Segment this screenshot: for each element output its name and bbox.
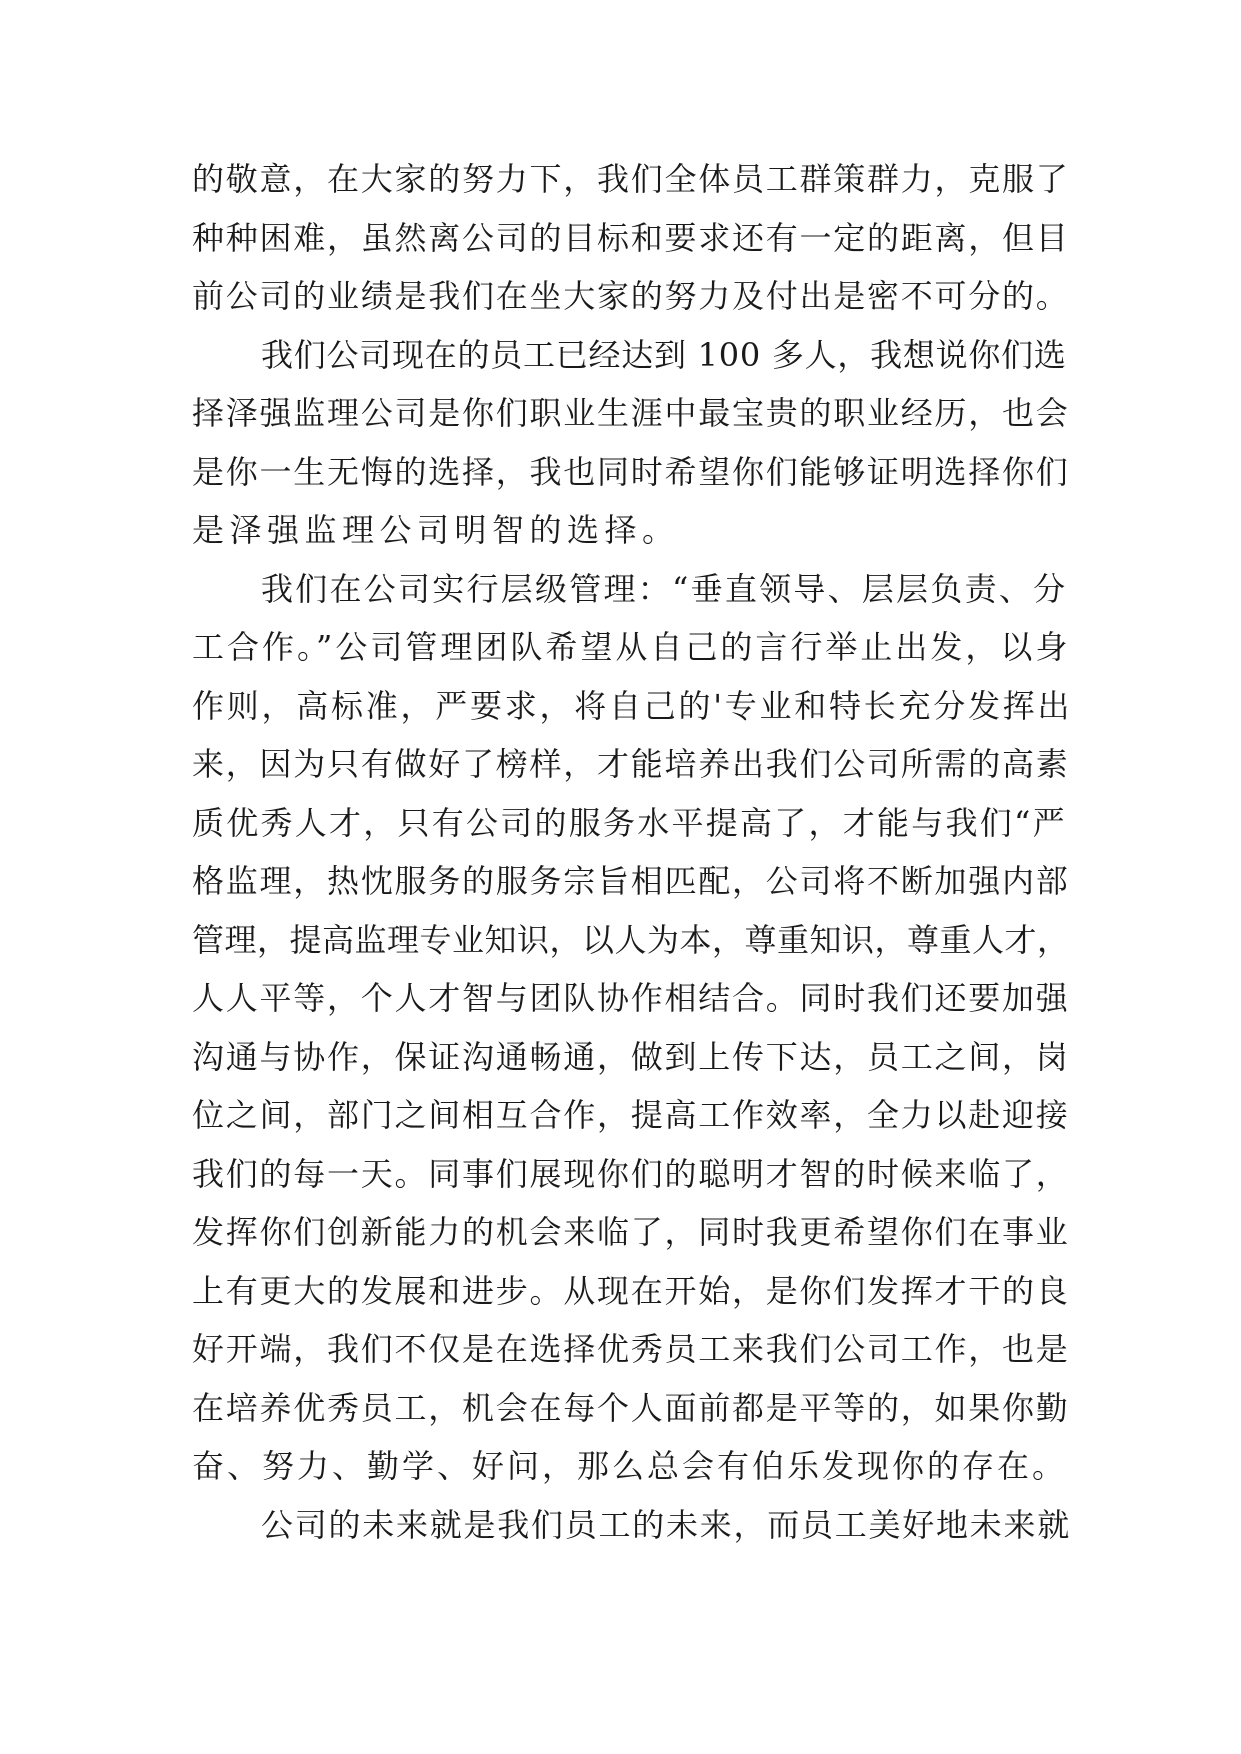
text-line: 我们的每一天。同事们展现你们的聪明才智的时候来临了， (192, 1154, 1070, 1193)
text-line: 种种困难，虽然离公司的目标和要求还有一定的距离，但目 (192, 218, 1070, 257)
text-line: 作则，高标准，严要求，将自己的'专业和特长充分发挥出 (192, 686, 1073, 725)
text-line: 管理，提高监理专业知识，以人为本，尊重知识，尊重人才， (192, 920, 1070, 959)
text-line: 我们公司现在的员工已经达到 100 多人，我想说你们选 (261, 335, 1067, 374)
text-line: 上有更大的发展和进步。从现在开始，是你们发挥才干的良 (192, 1271, 1070, 1310)
text-line: 是你一生无悔的选择，我也同时希望你们能够证明选择你们 (192, 452, 1070, 491)
text-line: 在培养优秀员工，机会在每个人面前都是平等的，如果你勤 (192, 1388, 1070, 1427)
document-body (192, 150, 1072, 1554)
text-line: 好开端，我们不仅是在选择优秀员工来我们公司工作，也是 (192, 1330, 1070, 1368)
text-line: 奋、努力、勤学、好问，那么总会有伯乐发现你的存在。 (192, 1447, 1068, 1485)
text-line: 的敬意，在大家的努力下，我们全体员工群策群力，克服了 (192, 160, 1070, 198)
text-line: 择泽强监理公司是你们职业生涯中最宝贵的职业经历，也会 (192, 394, 1070, 432)
text-line: 是泽强监理公司明智的选择。 (192, 511, 680, 549)
text-line: 位之间，部门之间相互合作，提高工作效率，全力以赴迎接 (192, 1096, 1070, 1134)
text-line: 前公司的业绩是我们在坐大家的努力及付出是密不可分的。 (192, 277, 1070, 315)
text-line: 工合作。”公司管理团队希望从自己的言行举止出发，以身 (192, 628, 1071, 666)
text-line: 质优秀人才，只有公司的服务水平提高了，才能与我们“严 (192, 803, 1067, 842)
text-line: 发挥你们创新能力的机会来临了，同时我更希望你们在事业 (192, 1213, 1070, 1251)
text-line: 格监理，热忱服务的服务宗旨相匹配，公司将不断加强内部 (192, 862, 1070, 900)
text-line: 沟通与协作，保证沟通畅通，做到上传下达，员工之间，岗 (192, 1037, 1070, 1076)
text-line: 人人平等，个人才智与团队协作相结合。同时我们还要加强 (192, 979, 1070, 1017)
text-line: 来，因为只有做好了榜样，才能培养出我们公司所需的高素 (192, 745, 1070, 783)
text-line: 公司的未来就是我们员工的未来，而员工美好地未来就 (261, 1505, 1072, 1544)
text-line: 我们在公司实行层级管理：“垂直领导、层层负责、分 (261, 569, 1068, 608)
